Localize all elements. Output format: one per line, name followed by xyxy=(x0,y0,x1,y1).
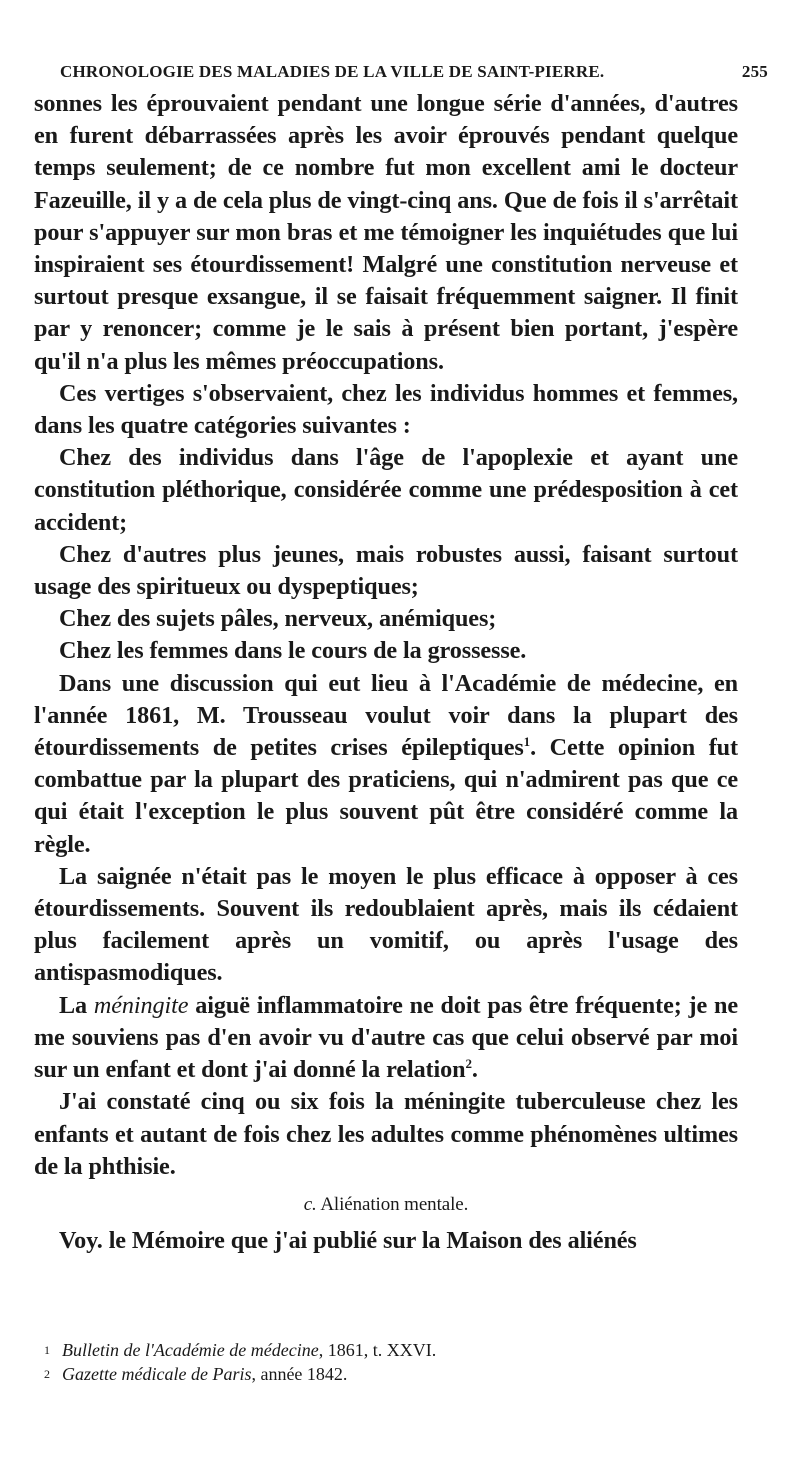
paragraph-text: . Cette opinion fut combattue par la plupart des praticiens, qui n'admirent pas que ce qui était l'exception le plus souvent pût être considéré comme la règle. xyxy=(34,734,738,858)
running-head xyxy=(34,58,768,88)
paragraph-text: . xyxy=(471,1056,478,1084)
paragraph: J'ai constaté cinq ou six fois la méningite tuberculeuse chez les enfants et autant de fois chez les adultes comme phénomènes ultimes de la phthisie. xyxy=(34,1088,738,1180)
paragraph-text: Dans une discussion qui eut lieu à l'Académie de médecine, en l'année 1861, M. Trousseau voulut voir dans la plupart des étourdissements de petites crises épileptiques xyxy=(34,669,738,762)
footnote-ref: 1 xyxy=(523,734,531,749)
footnote xyxy=(44,1338,744,1362)
footnote-ref: 2 xyxy=(465,1056,472,1072)
subheading-text: Aliénation mentale. xyxy=(320,1193,469,1215)
paragraph: Chez d'autres plus jeunes, mais robustes aussi, faisant surtout usage des spiritueux ou dyspeptiques; xyxy=(34,540,738,601)
paragraph-text: aiguë inflammatoire ne doit pas être fréquente; je ne me souviens pas d'en avoir vu d'autre cas que celui observé par moi sur un enfant et dont j'ai donné la relation xyxy=(34,991,738,1084)
paragraph: sonnes les éprouvaient pendant une longue série d'années, d'autres en furent débarrassées après les avoir éprouvés pendant quelque temps seulement; de ce nombre fut mon excellent ami le docteur Fazeuille, il y a de cela plus de vingt-cinq ans. Que de fois il s'arrêtait pour s'appuyer sur mon bras et me témoigner les inquiétudes que lui inspiraient ses étourdissement! Malgré une constitution nerveuse et surtout presque exsangue, il se faisait fréquemment saigner. Il finit par y renoncer; comme je le sais à présent bien portant, j'espère qu'il n'a plus les mêmes préoccupations. xyxy=(34,90,738,375)
paragraph xyxy=(34,668,738,861)
footnote-rest: , 1861, t. XXVI. xyxy=(318,1340,437,1360)
paragraph: Chez des sujets pâles, nerveux, anémiques; xyxy=(59,605,497,633)
page-number: 255 xyxy=(741,62,768,81)
subheading-letter: c. xyxy=(303,1193,317,1215)
paragraph: La saignée n'était pas le moyen le plus efficace à opposer à ces étourdissements. Souvent ils redoublaient après, mais ils cédaient plus facilement après un vomitif, ou après l'usage des antispasmodiques. xyxy=(34,862,738,987)
paragraph: Chez les femmes dans le cours de la grossesse. xyxy=(59,637,527,665)
emphasis: méningite xyxy=(93,991,189,1019)
footnotes xyxy=(44,1338,744,1386)
footnote-mark: 2 xyxy=(44,1367,50,1381)
footnote-mark: 1 xyxy=(44,1343,50,1357)
footnote-rest: , année 1842. xyxy=(251,1364,348,1384)
running-title: CHRONOLOGIE DES MALADIES DE LA VILLE DE SAINT-PIERRE. xyxy=(60,62,605,81)
footnote-title: Gazette médicale de Paris xyxy=(62,1364,252,1384)
section-subheading xyxy=(34,1189,738,1221)
paragraph xyxy=(34,990,738,1087)
footnote-title: Bulletin de l'Académie de médecine xyxy=(62,1340,319,1360)
paragraph-text: La xyxy=(59,991,94,1019)
paragraph: Voy. le Mémoire que j'ai publié sur la Maison des aliénés xyxy=(59,1227,637,1255)
body-text xyxy=(34,88,738,1257)
paragraph: Ces vertiges s'observaient, chez les individus hommes et femmes, dans les quatre catégories suivantes : xyxy=(34,379,738,440)
page xyxy=(34,58,768,1257)
paragraph: Chez des individus dans l'âge de l'apoplexie et ayant une constitution pléthorique, considérée comme une prédesposition à cet accident; xyxy=(34,444,738,536)
footnote xyxy=(44,1362,744,1386)
